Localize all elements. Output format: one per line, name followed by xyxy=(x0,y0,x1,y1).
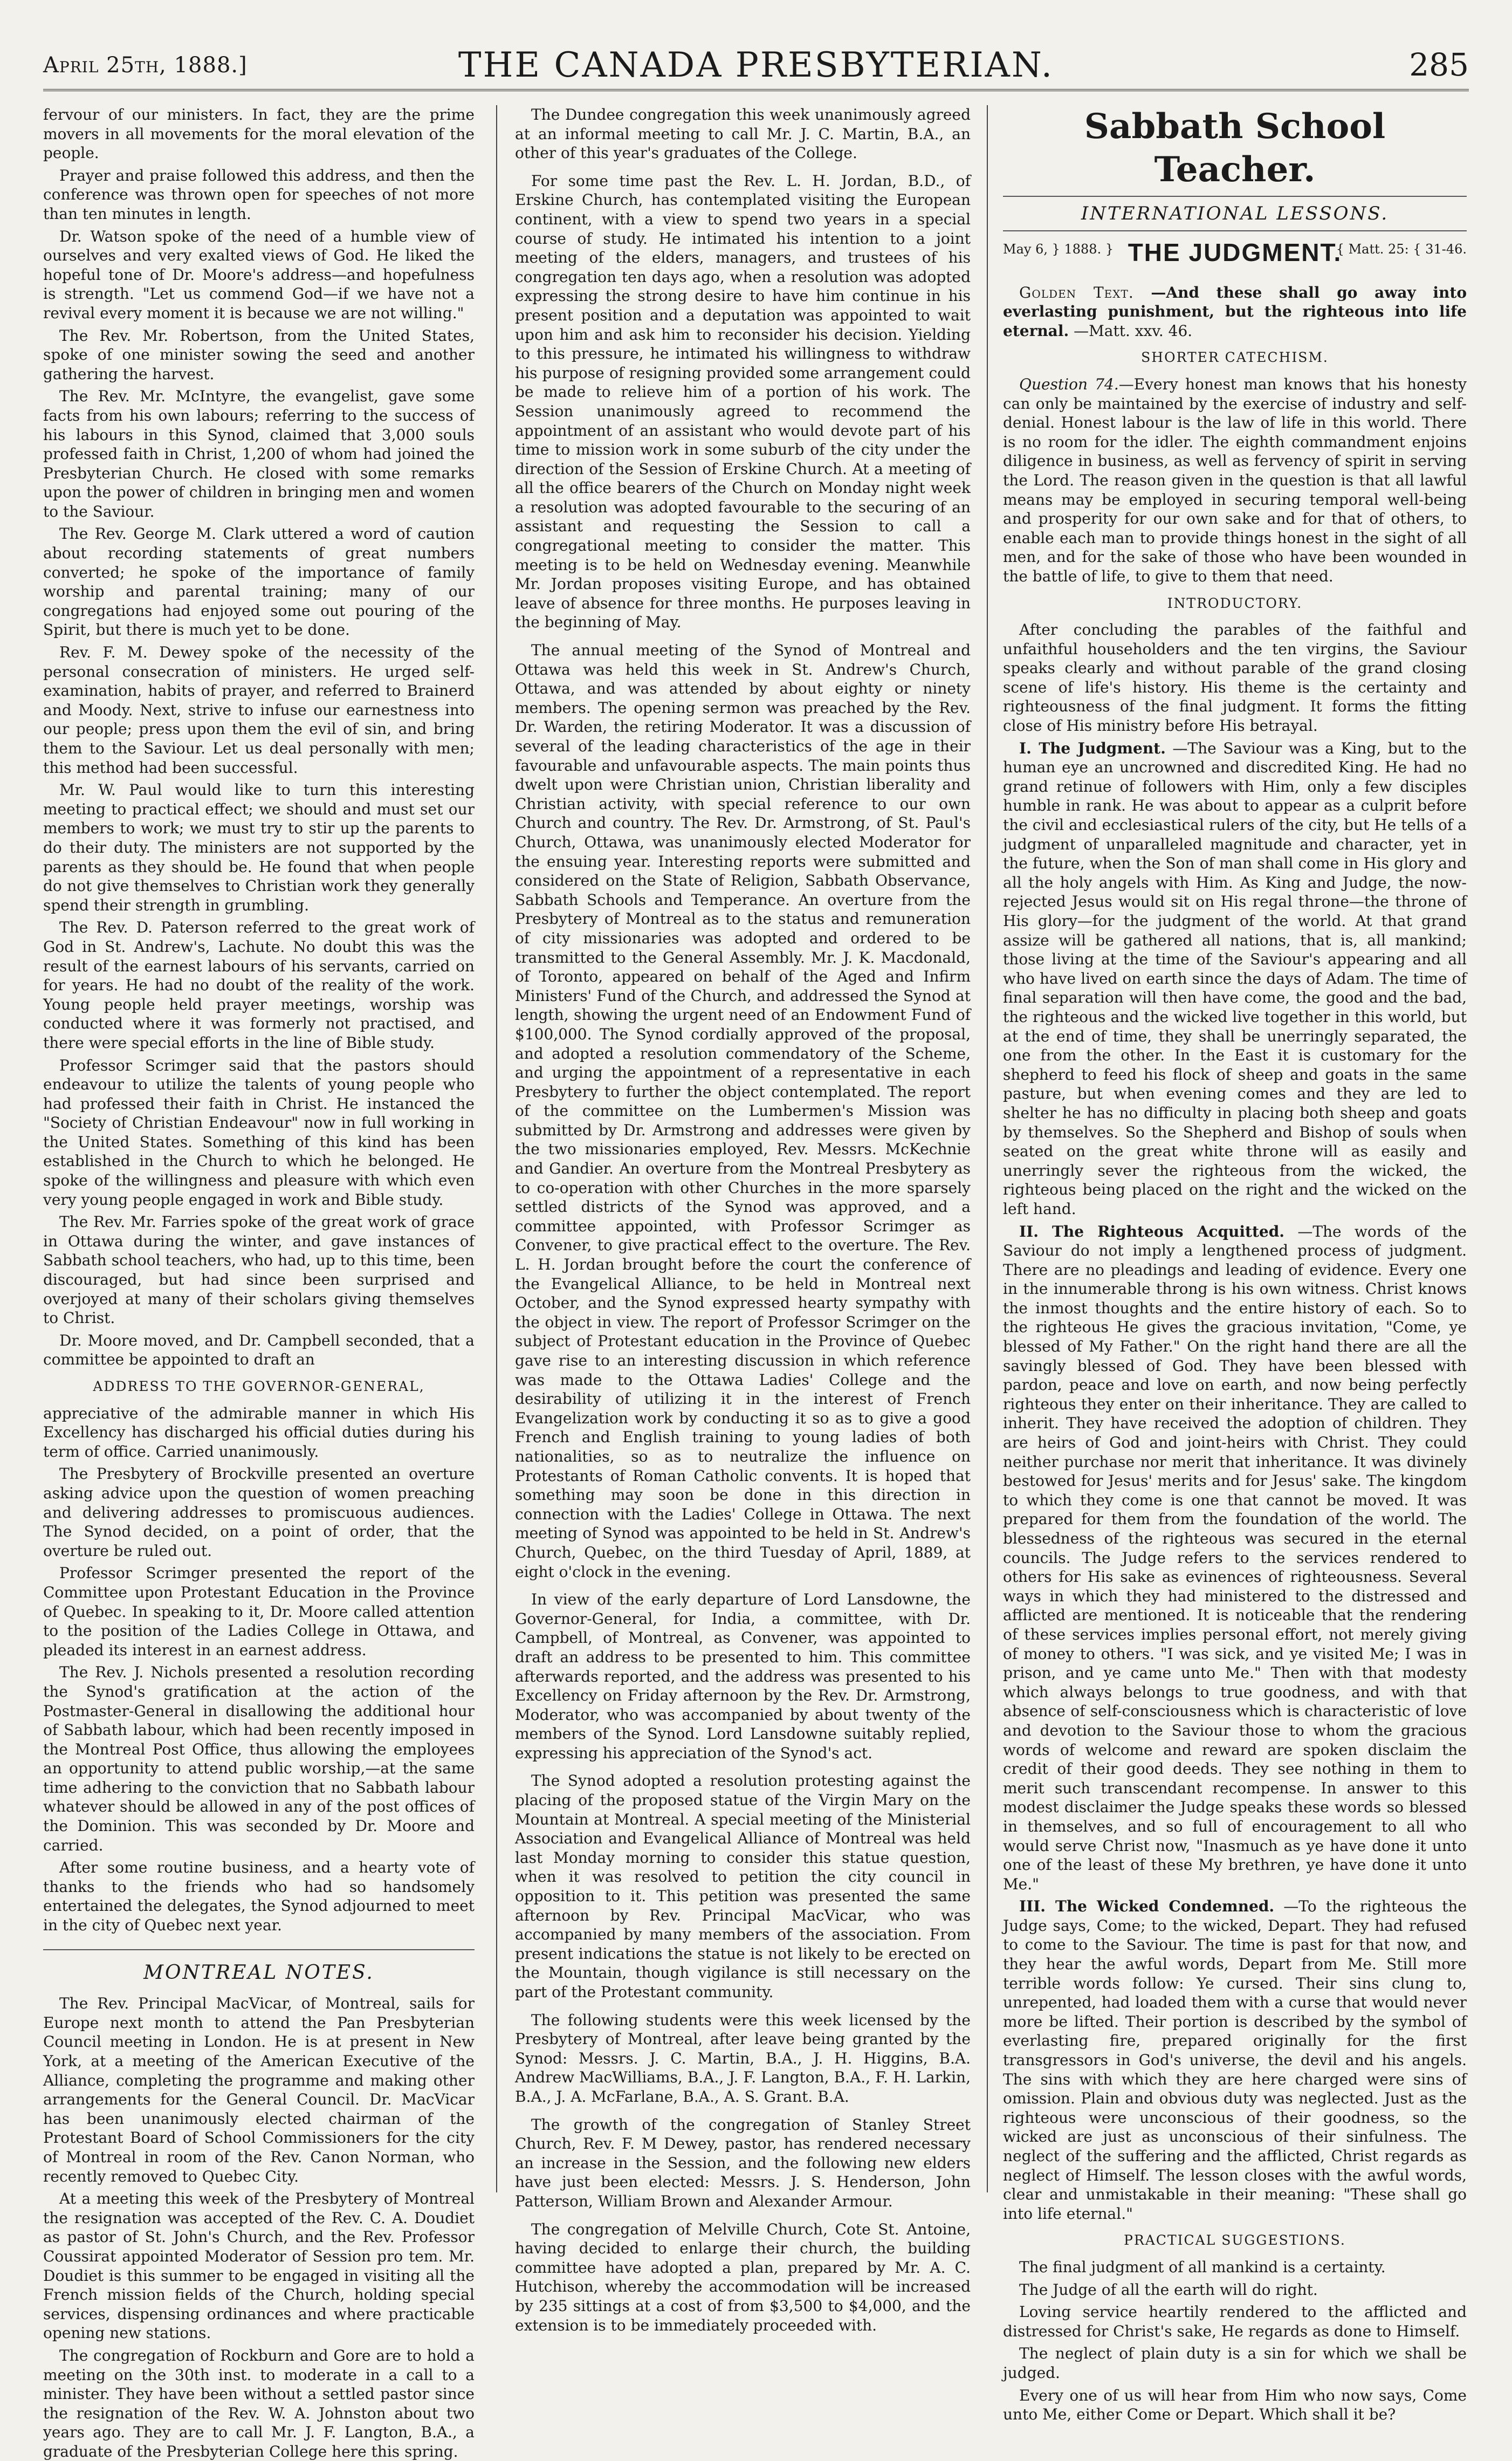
section-title: Sabbath School Teacher. xyxy=(1003,105,1467,197)
address-heading: ADDRESS TO THE GOVERNOR-GENERAL, xyxy=(93,1379,425,1394)
paragraph: After some routine business, and a hearty vote of thanks to the friends who had so handsomely entertained the delegates, the Synod adjourned to meet in the city of Quebec next year. xyxy=(43,1859,475,1935)
golden-text-label: Golden Text. xyxy=(1019,283,1134,301)
section-heading: II. The Righteous Acquitted. xyxy=(1019,1222,1285,1240)
paragraph: The Rev. Principal MacVicar, of Montreal, sails for Europe next month to attend the Pan Presbyterian Council meeting in London. He is at present in New York, at a meeting of the American Executive of the Alliance, completing the programme and making other arrangements for the General Council. Dr. MacVicar has been unanimously elected chairman of the Protestant Board of School Commissioners for the city of Montreal in room of the Rev. Canon Norman, who recently removed to Quebec City. xyxy=(43,1994,475,2185)
subsection-title: INTERNATIONAL LESSONS. xyxy=(1003,204,1467,231)
section-heading: III. The Wicked Condemned. xyxy=(1019,1897,1275,1916)
catechism-text: —Every honest man knows that his honesty can only be maintained by the exercise of industry and self-denial. Honest labour is the law of life in this world. There is no room for the idler. The eighth commandment enjoins diligence in business, as well as fervency of spirit in serving the Lord. The reason given in the question is that all lawful means may be employed in securing temporal well-being and prosperity for our own sake and for that of others, to enable each man to provide things honest in the sight of all men, and for the sake of those who have been wounded in the battle of life, to give to them that need. xyxy=(1003,375,1467,585)
introductory-heading: INTRODUCTORY. xyxy=(1167,595,1303,611)
paragraph: Professor Scrimger said that the pastors should endeavour to utilize the talents of young people who had professed their faith in Christ. He instanced the "Society of Christian Endeavour" now in full working in the United States. Something of this kind has been established in the Church to which he belonged. He spoke of the willingness and pleasure with which even very young people engaged in work and Bible study. xyxy=(43,1056,475,1209)
practical-heading: PRACTICAL SUGGESTIONS. xyxy=(1124,2232,1346,2249)
paragraph: appreciative of the admirable manner in which His Excellency has discharged his official duties during his term of office. Carried unanimously. xyxy=(43,1404,475,1461)
paragraph: Mr. W. Paul would like to turn this interesting meeting to practical effect; we should and must set our members to work; we must try to stir up the parents to do their duty. The ministers are not supported by the parents as they should be. He found that when people do not give themselves to Christian work they generally spend their strength in grumbling. xyxy=(43,781,475,914)
publication-title: THE CANADA PRESBYTERIAN. xyxy=(458,45,1054,85)
paragraph: Dr. Moore moved, and Dr. Campbell seconded, that a committee be appointed to draft an xyxy=(43,1331,475,1369)
lesson-reference: { Matt. 25: { 31-46. xyxy=(1336,241,1467,257)
paragraph: The Rev. Mr. McIntyre, the evangelist, gave some facts from his own labours; referring to the success of his labours in this Synod, claimed that 3,000 souls professed faith in Christ, 1,200 of whom had joined the Presbyterian Church. He closed with some remarks upon the power of children in bringing men and women to the Saviour. xyxy=(43,387,475,520)
paragraph: The Rev. George M. Clark uttered a word of caution about recording statements of great numbers converted; he spoke of the importance of family worship and parental training; many of our congregations had enjoyed some out pouring of the Spirit, but there is much yet to be done. xyxy=(43,525,475,639)
paragraph: The following students were this week licensed by the Presbytery of Montreal, after leave being granted by the Synod: Messrs. J. C. Martin, B.A., J. H. Higgins, B.A. Andrew MacWilliams, B.A., J. F. Langton, B.A., F. H. Larkin, B.A., J. A. McFarlane, B.A., A. S. Grant. B.A. xyxy=(515,2011,971,2106)
paragraph: The Rev. Mr. Robertson, from the United States, spoke of one minister sowing the seed and another gathering the harvest. xyxy=(43,326,475,383)
issue-date: April 25th, 1888.] xyxy=(43,53,248,78)
lesson-heading xyxy=(1003,238,1467,279)
paragraph: At a meeting this week of the Presbytery of Montreal the resignation was accepted of the Rev. C. A. Doudiet as pastor of St. John's Church, and the Rev. Professor Coussirat appointed Moderator of Session pro tem. Mr. Doudiet is this summer to be engaged in visiting all the French mission fields of the Church, holding special services, dispensing ordinances and where practicable opening new stations. xyxy=(43,2190,475,2342)
section-text: —The words of the Saviour do not imply a lengthened process of judgment. There are no pleadings and leading of evidence. Every one in the innumerable throng is his own witness. Christ knows the inmost thoughts and the entire history of each. So to the righteous He gives the gracious invitation, "Come, ye blessed of My Father." On the right hand there are all the savingly blessed of God. They have been blessed with pardon, peace and love on earth, and now being perfectly righteous they enter on their inheritance. They are called to inherit. They have received the adoption of children. They are heirs of God and joint-heirs with Christ. They could neither purchase nor merit that inheritance. It was divinely bestowed for Jesus' merits and for Jesus' sake. The kingdom to which they come is one that cannot be moved. It was prepared for them from the foundation of the world. The blessedness of the righteous was secured in the eternal councils. The Judge refers to the services rendered to others for His sake as evinences of righteousness. Several ways in which they had ministered to the distressed and afflicted are mentioned. It is noticeable that the rendering of these services implies personal effort, not merely giving of money to others. "I was sick, and ye visited Me; I was in prison, and ye came unto Me." Then with that modesty which always belongs to true goodness, and with that absence of self-consciousness which is characteristic of love and devotion to the Saviour those to whom the gracious words of welcome and reward are spoken disclaim the credit of their good deeds. They see nothing in them to merit such transcendant recompense. In answer to this modest disclaimer the Judge speaks these words so blessed in themselves, and so full of encouragement to all who would serve Christ now, "Inasmuch as ye have done it unto one of the least of these My brethren, ye have done it unto Me." xyxy=(1003,1222,1467,1893)
practical-item: The final judgment of all mankind is a certainty. xyxy=(1019,2258,1386,2276)
column-divider-1 xyxy=(496,105,497,2192)
lesson-title: THE JUDGMENT. xyxy=(1128,238,1342,266)
paragraph: Professor Scrimger presented the report of the Committee upon Protestant Education in the Province of Quebec. In speaking to it, Dr. Moore called attention to the position of the Ladies College in Ottawa, and pleaded its interest in an earnest address. xyxy=(43,1564,475,1659)
lesson-section xyxy=(1003,739,1467,1219)
practical-item: Every one of us will hear from Him who now says, Come unto Me, either Come or Depart. Which shall it be? xyxy=(1003,2386,1467,2424)
paragraph: For some time past the Rev. L. H. Jordan, B.D., of Erskine Church, has contemplated visiting the European continent, with a view to spend two years in a special course of study. He intimated his intention to a joint meeting of the elders, managers, and trustees of his congregation ten days ago, when a resolution was adopted expressing the strong desire to have him continue in his present position and a deputation was appointed to wait upon him and ask him to reconsider his decision. Yielding to this pressure, he intimated his willingness to withdraw his purpose of resigning provided some arrangement could be made to relieve him of a portion of his work. The Session unanimously agreed to recommend the appointment of an assistant who would devote part of his time to mission work in some suburb of the city under the direction of the Session of Erskine Church. At a meeting of all the office bearers of the Church on Monday night week a resolution was adopted favourable to the securing of an assistant and requesting the Session to call a congregational meeting to consider the matter. This meeting is to be held on Wednesday evening. Meanwhile Mr. Jordan proposes visiting Europe, and has obtained leave of absence for three months. He purposes leaving in the beginning of May. xyxy=(515,172,971,632)
practical-item: The Judge of all the earth will do right. xyxy=(1019,2280,1318,2299)
paragraph: The Synod adopted a resolution protesting against the placing of the proposed statue of the Virgin Mary on the Mountain at Montreal. A special meeting of the Ministerial Association and Evangelical Alliance of Montreal was held last Monday morning to consider this statue question, when it was resolved to petition the city council in opposition to it. This petition was presented the same afternoon by Rev. Principal MacVicar, who was accompanied by many members of the association. From present indications the statue is not likely to be erected on the Mountain, though vigilance is still necessary on the part of the Protestant community. xyxy=(515,1772,971,2001)
paragraph: Dr. Watson spoke of the need of a humble view of ourselves and very exalted views of God. He liked the hopeful tone of Dr. Moore's address—and hopefulness is strength. "Let us commend God—if we have not a revival every moment it is because we are not willing." xyxy=(43,227,475,322)
page-header xyxy=(43,38,1469,92)
column-1 xyxy=(43,105,475,2460)
paragraph: The Rev. Mr. Farries spoke of the great work of grace in Ottawa during the winter, and gave instances of Sabbath school teachers, who had, up to this time, been discouraged, but had since been surprised and overjoyed at many of their scholars giving themselves to Christ. xyxy=(43,1213,475,1327)
column-2 xyxy=(515,105,971,2334)
paragraph: The annual meeting of the Synod of Montreal and Ottawa was held this week in St. Andrew's Church, Ottawa, and was attended by about eighty or ninety members. The opening sermon was preached by the Rev. Dr. Warden, the retiring Moderator. It was a discussion of several of the leading characteristics of the age in their favourable and unfavourable aspects. The main points thus dwelt upon were Christian union, Christian liberality and Christian activity, with special reference to our own Church and country. The Rev. Dr. Armstrong, of St. Paul's Church, Ottawa, was unanimously elected Moderator for the ensuing year. Interesting reports were submitted and considered on the State of Religion, Sabbath Observance, Sabbath Schools and Temperance. An overture from the Presbytery of Montreal as to the status and remuneration of city missionaries was adopted and ordered to be transmitted to the General Assembly. Mr. J. K. Macdonald, of Toronto, appeared on behalf of the Aged and Infirm Ministers' Fund of the Church, and addressed the Synod at length, showing the urgent need of an Endowment Fund of $100,000. The Synod cordially approved of the proposal, and adopted a resolution commendatory of the Scheme, and urging the appointment of a representative in each Presbytery to further the object contemplated. The report of the committee on the Lumbermen's Mission was submitted by Dr. Armstrong and addresses were given by the two missionaries employed, Rev. Messrs. McKechnie and Gandier. An overture from the Montreal Presbytery as to co-operation with other Churches in the more sparsely settled districts of the Synod was approved, and a committee appointed, with Professor Scrimger as Convener, to give practical effect to the overture. The Rev. L. H. Jordan brought before the court the conference of the Evangelical Alliance, to be held in Montreal next October, and the Synod expressed hearty sympathy with the object in view. The report of Professor Scrimger on the subject of Protestant education in the Province of Quebec gave rise to an interesting discussion in which reference was made to the Ottawa Ladies' College and the desirability of utilizing it in the interest of French Evangelization work by conducting it so as to give a good French and English training to young ladies of both nationalities, so as to neutralize the influence on Protestants of Roman Catholic convents. It is hoped that something may soon be done in this direction in connection with the Ladies' College in Ottawa. The next meeting of Synod was appointed to be held in St. Andrew's Church, Quebec, on the third Tuesday of April, 1889, at eight o'clock in the evening. xyxy=(515,641,971,1581)
catechism-question: Question 74. xyxy=(1019,375,1119,393)
column-3 xyxy=(1003,105,1467,2424)
catechism-paragraph xyxy=(1003,375,1467,586)
paragraph: The Presbytery of Brockville presented an overture asking advice upon the question of women preaching and delivering addresses to promiscuous audiences. The Synod decided, on a point of order, that the overture be ruled out. xyxy=(43,1465,475,1560)
section-text: —To the righteous the Judge says, Come; to the wicked, Depart. They had refused to come to the Saviour. The time is past for that now, and they hear the awful words, Depart from Me. Still more terrible words follow: Ye cursed. Their sins clung to, unrepented, had loaded them with a curse that would never more be lifted. Their portion is described by the symbol of everlasting fire, prepared originally for the first transgressors in God's universe, the devil and his angels. The sins with which they are here charged were sins of omission. Plain and obvious duty was neglected. Just as the righteous were unconscious of their goodness, so the wicked are just as unconscious of their sinfulness. The neglect of the suffering and the afflicted, Christ regards as neglect of Himself. The lesson closes with the awful words, clear and unmistakable in their meaning: "These shall go into life eternal." xyxy=(1003,1897,1467,2223)
section-text: —The Saviour was a King, but to the human eye an uncrowned and discredited King. He had no grand retinue of followers with Him, only a few disciples humble in rank. He was about to appear as a culprit before the civil and ecclesiastical rulers of the city, but He tells of a judgment of unparalleled magnitude and character, yet in the future, when the Son of man shall come in His glory and all the holy angels with Him. As King and Judge, the now-rejected Jesus would sit on His regal throne—the throne of His glory—for the judgment of the world. At that grand assize will be gathered all nations, that is, all mankind; those living at the time of the Saviour's appearing and all who have lived on earth since the days of Adam. The time of final separation will then have come, the good and the bad, the righteous and the wicked live together in this world, but at the end of time, they shall be unerringly separated, the one from the other. In the East it is customary for the shepherd to feed his flock of sheep and goats in the same pasture, but when evening comes and they are led to shelter he has no difficulty in placing both sheep and goats by themselves. So the Shepherd and Bishop of souls when seated on the great white throne will as easily and unerringly sever the righteous from the wicked, the righteous being placed on the right and the wicked on the left hand. xyxy=(1003,739,1467,1218)
lesson-date: May 6, } 1888. } xyxy=(1003,241,1114,257)
lesson-section xyxy=(1003,1222,1467,1894)
paragraph: Prayer and praise followed this address, and then the conference was thrown open for speeches of not more than ten minutes in length. xyxy=(43,166,475,223)
paragraph: fervour of our ministers. In fact, they are the prime movers in all movements for the moral elevation of the people. xyxy=(43,106,475,162)
lesson-section xyxy=(1003,1897,1467,2223)
montreal-notes-heading: MONTREAL NOTES. xyxy=(43,1949,475,1983)
header-rule xyxy=(43,89,1469,91)
paragraph: After concluding the parables of the faithful and unfaithful householders and the ten virgins, the Saviour speaks clearly and without parable of the grand closing scene of life's history. His theme is the certainty and righteousness of the final judgment. It forms the fitting close of His ministry before His betrayal. xyxy=(1003,621,1467,735)
practical-item: The neglect of plain duty is a sin for which we shall be judged. xyxy=(1003,2345,1467,2382)
paragraph: Rev. F. M. Dewey spoke of the necessity of the personal consecration of ministers. He urged self-examination, habits of prayer, and referred to Brainerd and Moody. Next, strive to infuse our earnestness into our people; press upon them the evil of sin, and bring them to the Saviour. Let us deal personally with men; this method had been successful. xyxy=(43,643,475,777)
paragraph: The congregation of Melville Church, Cote St. Antoine, having decided to enlarge their church, the building committee have adopted a plan, prepared by Mr. A. C. Hutchison, whereby the accommodation will be increased by 235 sittings at a cost of from $3,500 to $4,000, and the extension is to be immediately proceeded with. xyxy=(515,2220,971,2334)
page-number: 285 xyxy=(1409,46,1469,83)
paragraph: The Dundee congregation this week unanimously agreed at an informal meeting to call Mr. J. C. Martin, B.A., an other of this year's graduates of the College. xyxy=(515,106,971,162)
golden-text-body: —And these shall go away into everlasting punishment, but the righteous into life eternal. xyxy=(1003,283,1467,340)
paragraph: The congregation of Rockburn and Gore are to hold a meeting on the 30th inst. to moderate in a call to a minister. They have been without a settled pastor since the resignation of the Rev. W. A. Johnston about two years ago. They are to call Mr. J. F. Langton, B.A., a graduate of the Presbyterian College here this spring. xyxy=(43,2346,475,2460)
catechism-heading: SHORTER CATECHISM. xyxy=(1141,349,1329,366)
practical-item: Loving service heartily rendered to the afflicted and distressed for Christ's sake, He regards as done to Himself. xyxy=(1003,2303,1467,2340)
column-divider-2 xyxy=(987,105,988,2192)
golden-text xyxy=(1003,283,1467,341)
section-heading: I. The Judgment. xyxy=(1019,739,1166,757)
paragraph: The Rev. J. Nichols presented a resolution recording the Synod's gratification at the action of the Postmaster-General in disallowing the additional hour of Sabbath labour, which had been recently imposed in the Montreal Post Office, thus allowing the employees an opportunity to attend public worship,—at the same time adhering to the conviction that no Sabbath labour whatever should be allowed in any of the post offices of the Dominion. This was seconded by Dr. Moore and carried. xyxy=(43,1663,475,1854)
golden-text-reference: —Matt. xxv. 46. xyxy=(1069,321,1193,340)
paragraph: In view of the early departure of Lord Lansdowne, the Governor-General, for India, a committee, with Dr. Campbell, of Montreal, as Convener, was appointed to draft an address to be presented to him. This committee afterwards reported, and the address was presented to his Excellency on Friday afternoon by the Rev. Dr. Armstrong, Moderator, who was accompanied by about twenty of the members of the Synod. Lord Lansdowne suitably replied, expressing his appreciation of the Synod's act. xyxy=(515,1591,971,1762)
paragraph: The Rev. D. Paterson referred to the great work of God in St. Andrew's, Lachute. No doubt this was the result of the earnest labours of his servants, carried on for years. He had no doubt of the reality of the work. Young people held prayer meetings, worship was conducted where it was formerly not practised, and there were special efforts in the line of Bible study. xyxy=(43,918,475,1052)
paragraph: The growth of the congregation of Stanley Street Church, Rev. F. M Dewey, pastor, has rendered necessary an increase in the Session, and the following new elders have just been elected: Messrs. J. S. Henderson, John Patterson, William Brown and Alexander Armour. xyxy=(515,2115,971,2210)
